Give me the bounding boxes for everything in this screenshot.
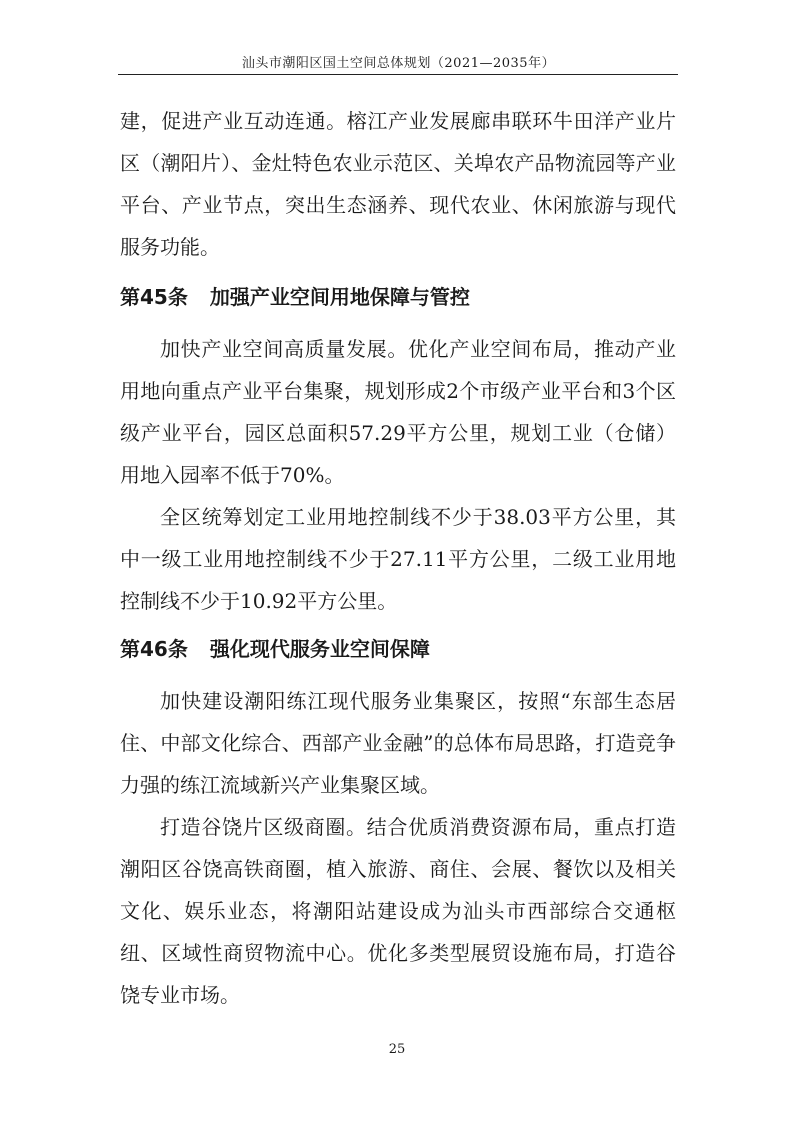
paragraph-land-use: 加快产业空间高质量发展。优化产业空间布局，推动产业用地向重点产业平台集聚，规划形成2个市级产业平台和3个区级产业平台，园区总面积57.29平方公里，规划工业（仓储）用地入园率不低于70%。 xyxy=(120,337,676,487)
article-45-title: 加强产业空间用地保障与管控 xyxy=(209,285,470,309)
article-45-number: 第45条 xyxy=(120,285,188,309)
paragraph-service-cluster: 加快建设潮阳练江现代服务业集聚区，按照“东部生态居住、中部文化综合、西部产业金融”的总体布局思路，打造竞争力强的练江流域新兴产业集聚区域。 xyxy=(120,689,676,797)
paragraph-guyao-business-circle: 打造谷饶片区级商圈。结合优质消费资源布局，重点打造潮阳区谷饶高铁商圈，植入旅游、商住、会展、餐饮以及相关文化、娱乐业态，将潮阳站建设成为汕头市西部综合交通枢纽、区域性商贸物流中心。优化多类型展贸设施布局，打造谷饶专业市场。 xyxy=(120,815,676,1007)
article-46-number: 第46条 xyxy=(120,637,188,661)
header-rule xyxy=(118,74,678,75)
paragraph-continuation: 建，促进产业互动连通。榕江产业发展廊串联环牛田洋产业片区（潮阳片）、金灶特色农业示范区、关埠农产品物流园等产业平台、产业节点，突出生态涵养、现代农业、休闲旅游与现代服务功能。 xyxy=(120,109,676,259)
article-46-title: 强化现代服务业空间保障 xyxy=(209,637,430,661)
running-header: 汕头市潮阳区国土空间总体规划（2021—2035年） xyxy=(241,56,556,71)
page-number: 25 xyxy=(388,1042,406,1057)
paragraph-industrial-control-line: 全区统筹划定工业用地控制线不少于38.03平方公里，其中一级工业用地控制线不少于27.11平方公里，二级工业用地控制线不少于10.92平方公里。 xyxy=(120,505,676,613)
article-46-heading xyxy=(120,634,430,664)
article-45-heading xyxy=(120,282,470,312)
